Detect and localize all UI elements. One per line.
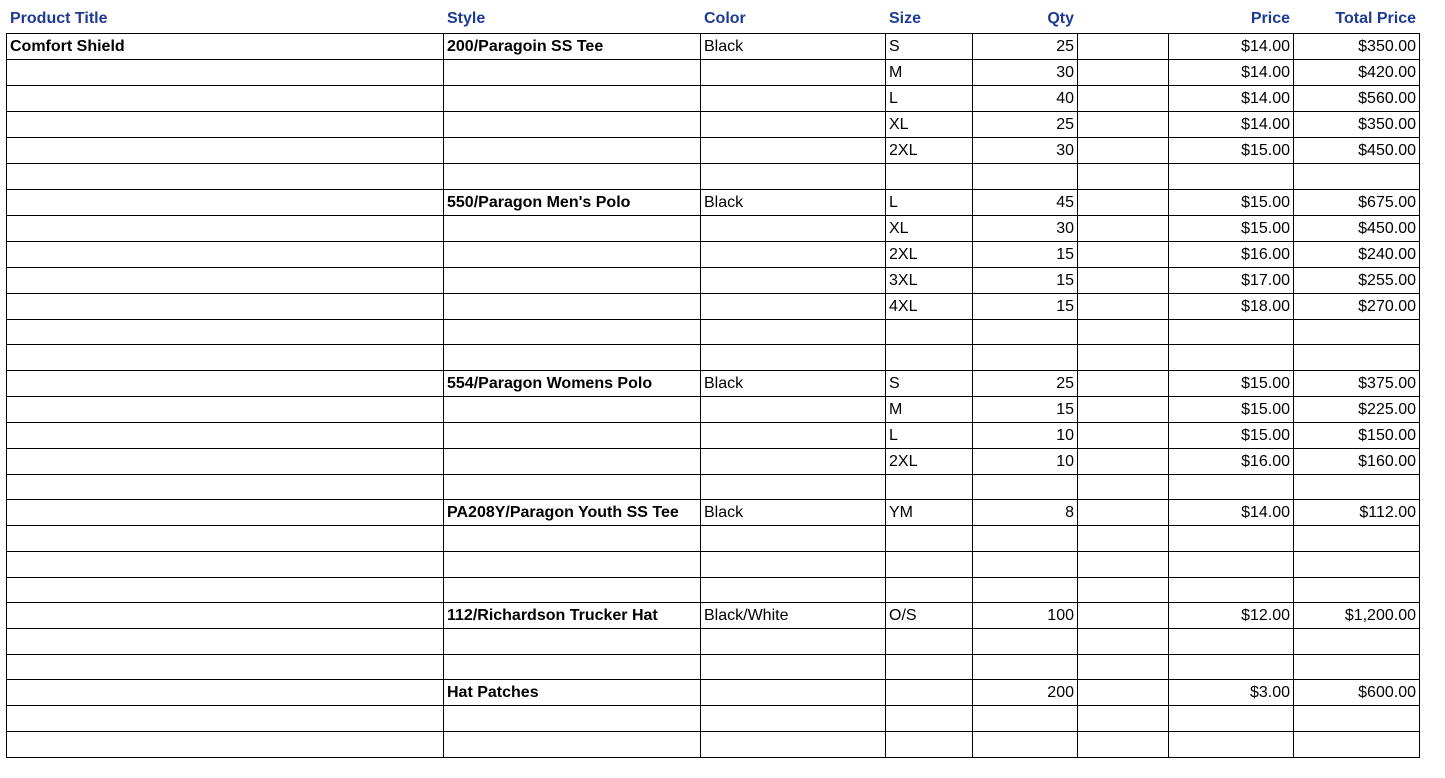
table-row [7, 345, 1420, 371]
cell-product-title[interactable] [7, 731, 444, 757]
table-row [7, 138, 1420, 164]
cell-color[interactable] [701, 60, 886, 86]
cell-product-title[interactable] [7, 448, 444, 474]
cell-price[interactable]: $16.00 [1169, 241, 1294, 267]
cell-product-title[interactable] [7, 603, 444, 629]
cell-size[interactable] [886, 577, 973, 603]
cell-size[interactable] [886, 474, 973, 500]
cell-color[interactable] [701, 319, 886, 345]
cell-size[interactable] [886, 680, 973, 706]
cell-size[interactable] [886, 706, 973, 732]
cell-style[interactable]: 200/Paragoin SS Tee [444, 34, 701, 60]
cell-blank[interactable] [1078, 474, 1169, 500]
cell-qty[interactable]: 100 [973, 603, 1078, 629]
cell-price[interactable] [1169, 629, 1294, 655]
cell-color[interactable] [701, 112, 886, 138]
header-size[interactable]: Size [889, 10, 922, 27]
cell-blank[interactable] [1078, 293, 1169, 319]
cell-style[interactable] [444, 164, 701, 190]
cell-color[interactable] [701, 215, 886, 241]
cell-qty[interactable]: 45 [973, 189, 1078, 215]
cell-total-price[interactable] [1294, 526, 1420, 552]
cell-price[interactable]: $16.00 [1169, 448, 1294, 474]
cell-total-price[interactable] [1294, 319, 1420, 345]
cell-price[interactable]: $14.00 [1169, 60, 1294, 86]
cell-style[interactable] [444, 577, 701, 603]
cell-product-title[interactable] [7, 189, 444, 215]
cell-product-title[interactable] [7, 241, 444, 267]
cell-price[interactable] [1169, 731, 1294, 757]
cell-product-title[interactable] [7, 654, 444, 680]
cell-blank[interactable] [1078, 577, 1169, 603]
cell-style[interactable] [444, 396, 701, 422]
cell-blank[interactable] [1078, 731, 1169, 757]
cell-color[interactable] [701, 267, 886, 293]
cell-size[interactable] [886, 526, 973, 552]
cell-size[interactable]: S [886, 370, 973, 396]
cell-qty[interactable]: 25 [973, 370, 1078, 396]
cell-blank[interactable] [1078, 680, 1169, 706]
cell-size[interactable]: YM [886, 500, 973, 526]
cell-blank[interactable] [1078, 215, 1169, 241]
cell-color[interactable] [701, 86, 886, 112]
table-row [7, 731, 1420, 757]
cell-total-price[interactable] [1294, 654, 1420, 680]
cell-total-price[interactable]: $150.00 [1294, 422, 1420, 448]
cell-style[interactable] [444, 241, 701, 267]
cell-total-price[interactable]: $450.00 [1294, 215, 1420, 241]
table-row [7, 396, 1420, 422]
cell-product-title[interactable] [7, 164, 444, 190]
cell-qty[interactable] [973, 474, 1078, 500]
cell-product-title[interactable] [7, 526, 444, 552]
cell-style[interactable] [444, 474, 701, 500]
cell-color[interactable] [701, 731, 886, 757]
cell-product-title[interactable] [7, 500, 444, 526]
table-row [7, 551, 1420, 577]
cell-size[interactable]: O/S [886, 603, 973, 629]
cell-product-title[interactable] [7, 60, 444, 86]
cell-price[interactable] [1169, 551, 1294, 577]
cell-total-price[interactable] [1294, 164, 1420, 190]
cell-size[interactable] [886, 345, 973, 371]
cell-total-price[interactable] [1294, 731, 1420, 757]
cell-blank[interactable] [1078, 138, 1169, 164]
cell-size[interactable]: L [886, 86, 973, 112]
table-row [7, 448, 1420, 474]
table-row [7, 370, 1420, 396]
cell-blank[interactable] [1078, 422, 1169, 448]
cell-size[interactable]: XL [886, 112, 973, 138]
cell-blank[interactable] [1078, 551, 1169, 577]
table-row [7, 319, 1420, 345]
cell-price[interactable]: $3.00 [1169, 680, 1294, 706]
header-style[interactable]: Style [447, 10, 486, 27]
cell-style[interactable] [444, 629, 701, 655]
cell-color[interactable]: Black [701, 189, 886, 215]
cell-size[interactable] [886, 551, 973, 577]
cell-total-price[interactable] [1294, 551, 1420, 577]
cell-price[interactable] [1169, 345, 1294, 371]
cell-price[interactable] [1169, 706, 1294, 732]
cell-style[interactable] [444, 448, 701, 474]
cell-price[interactable]: $15.00 [1169, 422, 1294, 448]
cell-qty[interactable]: 10 [973, 448, 1078, 474]
cell-style[interactable]: 554/Paragon Womens Polo [444, 370, 701, 396]
cell-color[interactable] [701, 551, 886, 577]
cell-price[interactable]: $15.00 [1169, 215, 1294, 241]
cell-price[interactable]: $12.00 [1169, 603, 1294, 629]
cell-product-title[interactable] [7, 629, 444, 655]
cell-color[interactable] [701, 526, 886, 552]
cell-product-title[interactable] [7, 422, 444, 448]
cell-color[interactable] [701, 629, 886, 655]
cell-blank[interactable] [1078, 603, 1169, 629]
table-row [7, 500, 1420, 526]
table-row [7, 680, 1420, 706]
cell-total-price[interactable]: $350.00 [1294, 112, 1420, 138]
cell-style[interactable] [444, 706, 701, 732]
cell-total-price[interactable] [1294, 577, 1420, 603]
cell-qty[interactable]: 10 [973, 422, 1078, 448]
cell-total-price[interactable]: $255.00 [1294, 267, 1420, 293]
cell-product-title[interactable] [7, 215, 444, 241]
cell-qty[interactable] [973, 551, 1078, 577]
table-row [7, 112, 1420, 138]
cell-price[interactable]: $14.00 [1169, 86, 1294, 112]
cell-price[interactable] [1169, 164, 1294, 190]
cell-qty[interactable] [973, 164, 1078, 190]
cell-qty[interactable]: 15 [973, 293, 1078, 319]
cell-size[interactable] [886, 164, 973, 190]
table-row [7, 293, 1420, 319]
cell-qty[interactable] [973, 526, 1078, 552]
cell-blank[interactable] [1078, 319, 1169, 345]
cell-total-price[interactable]: $560.00 [1294, 86, 1420, 112]
cell-blank[interactable] [1078, 34, 1169, 60]
cell-price[interactable]: $18.00 [1169, 293, 1294, 319]
cell-style[interactable] [444, 86, 701, 112]
cell-product-title[interactable] [7, 474, 444, 500]
cell-price[interactable] [1169, 577, 1294, 603]
cell-price[interactable]: $15.00 [1169, 189, 1294, 215]
cell-style[interactable]: 550/Paragon Men's Polo [444, 189, 701, 215]
table-row [7, 474, 1420, 500]
cell-blank[interactable] [1078, 500, 1169, 526]
cell-product-title[interactable] [7, 396, 444, 422]
cell-blank[interactable] [1078, 241, 1169, 267]
cell-price[interactable] [1169, 654, 1294, 680]
cell-total-price[interactable] [1294, 629, 1420, 655]
cell-total-price[interactable] [1294, 345, 1420, 371]
cell-total-price[interactable]: $450.00 [1294, 138, 1420, 164]
cell-color[interactable] [701, 706, 886, 732]
cell-size[interactable]: 3XL [886, 267, 973, 293]
cell-total-price[interactable]: $270.00 [1294, 293, 1420, 319]
header-qty[interactable]: Qty [1047, 10, 1074, 27]
cell-product-title[interactable] [7, 267, 444, 293]
cell-product-title[interactable] [7, 345, 444, 371]
cell-blank[interactable] [1078, 654, 1169, 680]
cell-qty[interactable] [973, 319, 1078, 345]
cell-price[interactable] [1169, 474, 1294, 500]
cell-color[interactable] [701, 345, 886, 371]
cell-price[interactable]: $14.00 [1169, 500, 1294, 526]
cell-qty[interactable] [973, 706, 1078, 732]
cell-total-price[interactable]: $225.00 [1294, 396, 1420, 422]
cell-product-title[interactable] [7, 577, 444, 603]
cell-qty[interactable]: 15 [973, 241, 1078, 267]
cell-size[interactable]: 2XL [886, 241, 973, 267]
cell-blank[interactable] [1078, 267, 1169, 293]
cell-size[interactable]: M [886, 60, 973, 86]
table-row [7, 654, 1420, 680]
cell-qty[interactable]: 30 [973, 215, 1078, 241]
cell-total-price[interactable]: $675.00 [1294, 189, 1420, 215]
cell-product-title[interactable] [7, 112, 444, 138]
cell-size[interactable] [886, 654, 973, 680]
cell-qty[interactable]: 25 [973, 112, 1078, 138]
cell-qty[interactable]: 200 [973, 680, 1078, 706]
cell-qty[interactable]: 30 [973, 138, 1078, 164]
cell-color[interactable]: Black [701, 370, 886, 396]
table-row [7, 629, 1420, 655]
cell-size[interactable]: S [886, 34, 973, 60]
cell-qty[interactable] [973, 345, 1078, 371]
cell-total-price[interactable]: $350.00 [1294, 34, 1420, 60]
cell-total-price[interactable]: $375.00 [1294, 370, 1420, 396]
cell-blank[interactable] [1078, 396, 1169, 422]
cell-total-price[interactable]: $600.00 [1294, 680, 1420, 706]
cell-total-price[interactable]: $420.00 [1294, 60, 1420, 86]
cell-price[interactable]: $14.00 [1169, 34, 1294, 60]
cell-style[interactable]: Hat Patches [444, 680, 701, 706]
table-row [7, 267, 1420, 293]
cell-total-price[interactable] [1294, 474, 1420, 500]
order-table-body [7, 34, 1420, 758]
table-row [7, 603, 1420, 629]
cell-style[interactable]: PA208Y/Paragon Youth SS Tee [444, 500, 701, 526]
cell-size[interactable]: 4XL [886, 293, 973, 319]
cell-style[interactable] [444, 112, 701, 138]
cell-color[interactable] [701, 680, 886, 706]
cell-style[interactable] [444, 60, 701, 86]
cell-color[interactable] [701, 474, 886, 500]
cell-product-title[interactable] [7, 706, 444, 732]
cell-product-title[interactable] [7, 138, 444, 164]
cell-color[interactable] [701, 577, 886, 603]
cell-color[interactable] [701, 164, 886, 190]
cell-style[interactable] [444, 267, 701, 293]
cell-blank[interactable] [1078, 629, 1169, 655]
cell-product-title[interactable] [7, 86, 444, 112]
cell-blank[interactable] [1078, 345, 1169, 371]
cell-blank[interactable] [1078, 60, 1169, 86]
cell-style[interactable] [444, 345, 701, 371]
cell-size[interactable]: L [886, 189, 973, 215]
table-row [7, 189, 1420, 215]
cell-qty[interactable] [973, 731, 1078, 757]
cell-blank[interactable] [1078, 112, 1169, 138]
cell-style[interactable] [444, 293, 701, 319]
cell-price[interactable]: $17.00 [1169, 267, 1294, 293]
cell-price[interactable]: $15.00 [1169, 396, 1294, 422]
cell-qty[interactable]: 8 [973, 500, 1078, 526]
cell-size[interactable]: 2XL [886, 138, 973, 164]
cell-blank[interactable] [1078, 86, 1169, 112]
cell-color[interactable]: Black [701, 500, 886, 526]
table-row [7, 34, 1420, 60]
cell-blank[interactable] [1078, 164, 1169, 190]
cell-total-price[interactable]: $160.00 [1294, 448, 1420, 474]
cell-blank[interactable] [1078, 370, 1169, 396]
cell-qty[interactable]: 15 [973, 267, 1078, 293]
cell-price[interactable]: $14.00 [1169, 112, 1294, 138]
cell-price[interactable] [1169, 526, 1294, 552]
table-row [7, 706, 1420, 732]
table-row [7, 577, 1420, 603]
cell-color[interactable]: Black [701, 34, 886, 60]
header-price[interactable]: Price [1250, 10, 1290, 27]
cell-style[interactable] [444, 731, 701, 757]
cell-product-title[interactable] [7, 680, 444, 706]
cell-color[interactable] [701, 422, 886, 448]
table-row [7, 215, 1420, 241]
cell-style[interactable] [444, 215, 701, 241]
cell-style[interactable] [444, 422, 701, 448]
cell-total-price[interactable]: $112.00 [1294, 500, 1420, 526]
cell-qty[interactable] [973, 577, 1078, 603]
cell-qty[interactable]: 40 [973, 86, 1078, 112]
header-total-price[interactable]: Total Price [1335, 10, 1416, 27]
cell-size[interactable] [886, 629, 973, 655]
cell-style[interactable] [444, 138, 701, 164]
header-row [0, 0, 1445, 33]
table-row [7, 422, 1420, 448]
cell-size[interactable] [886, 319, 973, 345]
cell-price[interactable] [1169, 319, 1294, 345]
cell-blank[interactable] [1078, 706, 1169, 732]
cell-size[interactable]: 2XL [886, 448, 973, 474]
cell-size[interactable] [886, 731, 973, 757]
cell-blank[interactable] [1078, 189, 1169, 215]
cell-size[interactable]: XL [886, 215, 973, 241]
cell-product-title[interactable] [7, 319, 444, 345]
cell-qty[interactable]: 30 [973, 60, 1078, 86]
cell-qty[interactable] [973, 629, 1078, 655]
cell-color[interactable] [701, 654, 886, 680]
cell-style[interactable] [444, 319, 701, 345]
cell-style[interactable]: 112/Richardson Trucker Hat [444, 603, 701, 629]
header-product-title[interactable]: Product Title [10, 10, 108, 27]
cell-price[interactable]: $15.00 [1169, 370, 1294, 396]
cell-color[interactable]: Black/White [701, 603, 886, 629]
cell-size[interactable]: M [886, 396, 973, 422]
cell-blank[interactable] [1078, 526, 1169, 552]
cell-blank[interactable] [1078, 448, 1169, 474]
cell-product-title[interactable] [7, 370, 444, 396]
table-row [7, 241, 1420, 267]
header-color[interactable]: Color [704, 10, 746, 27]
table-row [7, 526, 1420, 552]
cell-color[interactable] [701, 396, 886, 422]
cell-total-price[interactable] [1294, 706, 1420, 732]
cell-color[interactable] [701, 241, 886, 267]
cell-product-title[interactable]: Comfort Shield [7, 34, 444, 60]
cell-price[interactable]: $15.00 [1169, 138, 1294, 164]
cell-style[interactable] [444, 526, 701, 552]
cell-style[interactable] [444, 654, 701, 680]
cell-qty[interactable] [973, 654, 1078, 680]
cell-qty[interactable]: 25 [973, 34, 1078, 60]
cell-style[interactable] [444, 551, 701, 577]
cell-product-title[interactable] [7, 293, 444, 319]
cell-color[interactable] [701, 138, 886, 164]
order-table [6, 33, 1420, 758]
table-row [7, 60, 1420, 86]
table-row [7, 86, 1420, 112]
cell-color[interactable] [701, 448, 886, 474]
cell-total-price[interactable]: $240.00 [1294, 241, 1420, 267]
cell-product-title[interactable] [7, 551, 444, 577]
cell-size[interactable]: L [886, 422, 973, 448]
cell-color[interactable] [701, 293, 886, 319]
table-row [7, 164, 1420, 190]
cell-total-price[interactable]: $1,200.00 [1294, 603, 1420, 629]
cell-qty[interactable]: 15 [973, 396, 1078, 422]
